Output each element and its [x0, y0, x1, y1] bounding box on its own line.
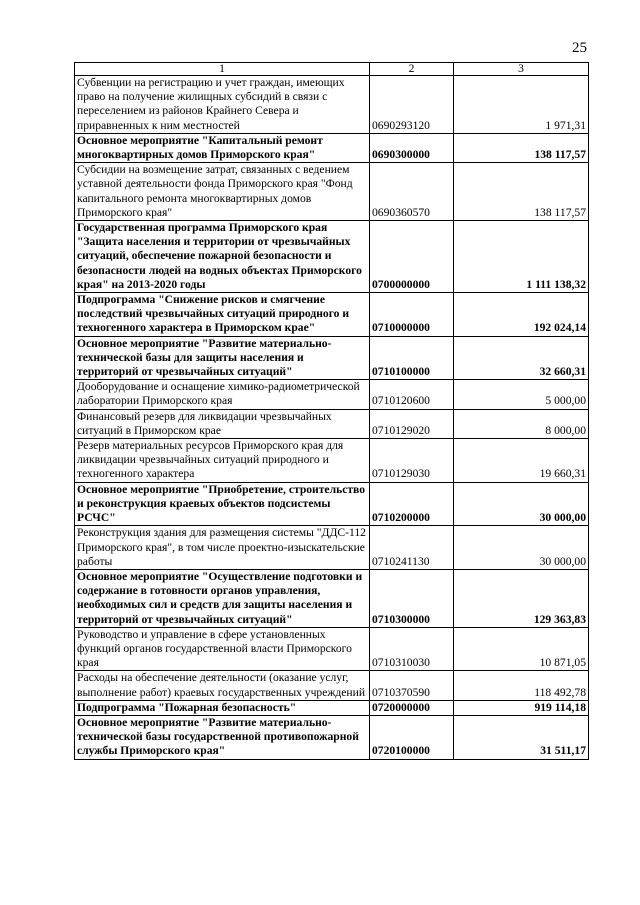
row-code-cell: 0690300000 [370, 133, 454, 162]
row-name-cell: Реконструкция здания для размещения системы "ДДС-112 Приморского края", в том числе проектно-изыскательские работы [75, 526, 370, 570]
row-code-cell: 0720100000 [370, 715, 454, 759]
row-name-cell: Основное мероприятие "Осуществление подготовки и содержание в готовности органов управления, необходимых сил и средств для защиты населения и территорий от чрезвычайных ситуаций" [75, 569, 370, 627]
row-code-cell: 0690360570 [370, 163, 454, 221]
row-code-cell: 0710241130 [370, 526, 454, 570]
table-body [75, 76, 589, 760]
row-sum-cell: 138 117,57 [454, 133, 589, 162]
table-row [75, 627, 589, 671]
row-sum-cell: 138 117,57 [454, 163, 589, 221]
row-name-cell: Резерв материальных ресурсов Приморского края для ликвидации чрезвычайных ситуаций природного и техногенного характера [75, 439, 370, 483]
table-header-row [75, 63, 589, 76]
table-row [75, 221, 589, 293]
row-name-cell: Государственная программа Приморского края "Защита населения и территории от чрезвычайных ситуаций, обеспечение пожарной безопасности и безопасности людей на водных объектах Приморского края" на 2013-2020 годы [75, 221, 370, 293]
row-name-cell: Основное мероприятие "Развитие материально-технической базы для защиты населения и территорий от чрезвычайных ситуаций" [75, 336, 370, 380]
row-name-cell: Дооборудование и оснащение химико-радиометрической лаборатории Приморского края [75, 380, 370, 409]
table-row [75, 380, 589, 409]
row-code-cell: 0710000000 [370, 293, 454, 337]
row-name-cell: Подпрограмма "Снижение рисков и смягчение последствий чрезвычайных ситуаций природного и техногенного характера в Приморском крае" [75, 293, 370, 337]
table-row [75, 439, 589, 483]
row-sum-cell: 192 024,14 [454, 293, 589, 337]
row-sum-cell: 919 114,18 [454, 700, 589, 715]
row-name-cell: Основное мероприятие "Капитальный ремонт многоквартирных домов Приморского края" [75, 133, 370, 162]
row-name-cell: Подпрограмма "Пожарная безопасность" [75, 700, 370, 715]
row-sum-cell: 1 111 138,32 [454, 221, 589, 293]
row-sum-cell: 30 000,00 [454, 526, 589, 570]
row-code-cell: 0710370590 [370, 671, 454, 700]
column-header-code: 2 [370, 63, 454, 76]
row-sum-cell: 31 511,17 [454, 715, 589, 759]
row-name-cell: Субсидии на возмещение затрат, связанных с ведением уставной деятельности фонда Приморского края "Фонд капитального ремонта многоквартирных домов Приморского края" [75, 163, 370, 221]
row-code-cell: 0710100000 [370, 336, 454, 380]
table-row [75, 671, 589, 700]
row-code-cell: 0720000000 [370, 700, 454, 715]
row-name-cell: Расходы на обеспечение деятельности (оказание услуг, выполнение работ) краевых государственных учреждений [75, 671, 370, 700]
table-row [75, 409, 589, 438]
page-number: 25 [572, 40, 587, 56]
row-name-cell: Руководство и управление в сфере установленных функций органов государственной власти Приморского края [75, 627, 370, 671]
row-name-cell: Субвенции на регистрацию и учет граждан, имеющих право на получение жилищных субсидий в связи с переселением из районов Крайнего Севера и приравненных к ним местностей [75, 76, 370, 134]
row-code-cell: 0690293120 [370, 76, 454, 134]
row-sum-cell: 1 971,31 [454, 76, 589, 134]
column-header-sum: 3 [454, 63, 589, 76]
row-code-cell: 0710310030 [370, 627, 454, 671]
table-row [75, 163, 589, 221]
row-code-cell: 0710300000 [370, 569, 454, 627]
row-sum-cell: 8 000,00 [454, 409, 589, 438]
table-row [75, 569, 589, 627]
row-code-cell: 0710120600 [370, 380, 454, 409]
table-row [75, 133, 589, 162]
row-sum-cell: 30 000,00 [454, 482, 589, 526]
table-row [75, 482, 589, 526]
table-row [75, 715, 589, 759]
column-header-name: 1 [75, 63, 370, 76]
row-sum-cell: 19 660,31 [454, 439, 589, 483]
table-row [75, 700, 589, 715]
budget-table [74, 62, 589, 760]
row-name-cell: Основное мероприятие "Приобретение, строительство и реконструкция краевых объектов подсистемы РСЧС" [75, 482, 370, 526]
table-row [75, 526, 589, 570]
row-sum-cell: 32 660,31 [454, 336, 589, 380]
row-code-cell: 0710200000 [370, 482, 454, 526]
row-name-cell: Основное мероприятие "Развитие материально-технической базы государственной противопожарной службы Приморского края" [75, 715, 370, 759]
row-code-cell: 0700000000 [370, 221, 454, 293]
table-row [75, 293, 589, 337]
row-code-cell: 0710129030 [370, 439, 454, 483]
row-name-cell: Финансовый резерв для ликвидации чрезвычайных ситуаций в Приморском крае [75, 409, 370, 438]
row-code-cell: 0710129020 [370, 409, 454, 438]
table-row [75, 76, 589, 134]
row-sum-cell: 5 000,00 [454, 380, 589, 409]
row-sum-cell: 118 492,78 [454, 671, 589, 700]
table-row [75, 336, 589, 380]
row-sum-cell: 129 363,83 [454, 569, 589, 627]
row-sum-cell: 10 871,05 [454, 627, 589, 671]
